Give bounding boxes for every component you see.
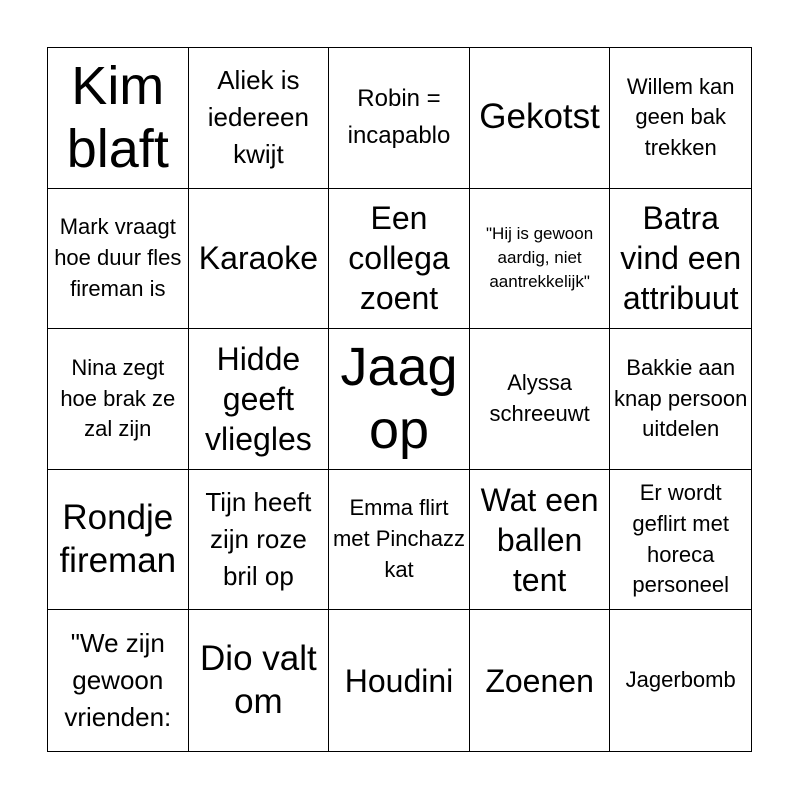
bingo-cell[interactable]: Mark vraagt hoe duur fles fireman is: [48, 189, 189, 330]
bingo-cell[interactable]: Willem kan geen bak trekken: [610, 48, 751, 189]
bingo-cell[interactable]: Houdini: [329, 610, 470, 751]
bingo-cell[interactable]: Gekotst: [470, 48, 611, 189]
bingo-cell[interactable]: Wat een ballen tent: [470, 470, 611, 611]
bingo-cell[interactable]: Een collega zoent: [329, 189, 470, 330]
bingo-cell[interactable]: Bakkie aan knap persoon uitdelen: [610, 329, 751, 470]
bingo-cell[interactable]: "We zijn gewoon vrienden:: [48, 610, 189, 751]
bingo-cell[interactable]: Jagerbomb: [625, 667, 736, 693]
bingo-cell[interactable]: Hidde geeft vliegles: [189, 329, 330, 470]
bingo-cell[interactable]: Dio valt om: [189, 610, 330, 751]
bingo-cell[interactable]: Robin = incapablo: [329, 48, 470, 189]
bingo-cell[interactable]: Nina zegt hoe brak ze zal zijn: [48, 329, 189, 470]
bingo-board: [47, 47, 752, 752]
bingo-cell[interactable]: Batra vind een attribuut: [610, 189, 751, 330]
bingo-cell[interactable]: "Hij is gewoon aardig, niet aantrekkelijk": [470, 189, 611, 330]
bingo-cell[interactable]: Kim blaft: [48, 48, 189, 189]
bingo-cell[interactable]: Alyssa schreeuwt: [470, 329, 611, 470]
bingo-cell[interactable]: Aliek is iedereen kwijt: [189, 48, 330, 189]
bingo-cell[interactable]: Zoenen: [470, 610, 611, 751]
bingo-cell[interactable]: Emma flirt met Pinchazz kat: [329, 470, 470, 611]
bingo-cell[interactable]: Tijn heeft zijn roze bril op: [189, 470, 330, 611]
bingo-cell[interactable]: Jaag op: [329, 329, 470, 470]
bingo-cell[interactable]: Rondje fireman: [48, 470, 189, 611]
bingo-cell[interactable]: Karaoke: [189, 189, 330, 330]
bingo-cell[interactable]: Er wordt geflirt met horeca personeel: [610, 470, 751, 611]
